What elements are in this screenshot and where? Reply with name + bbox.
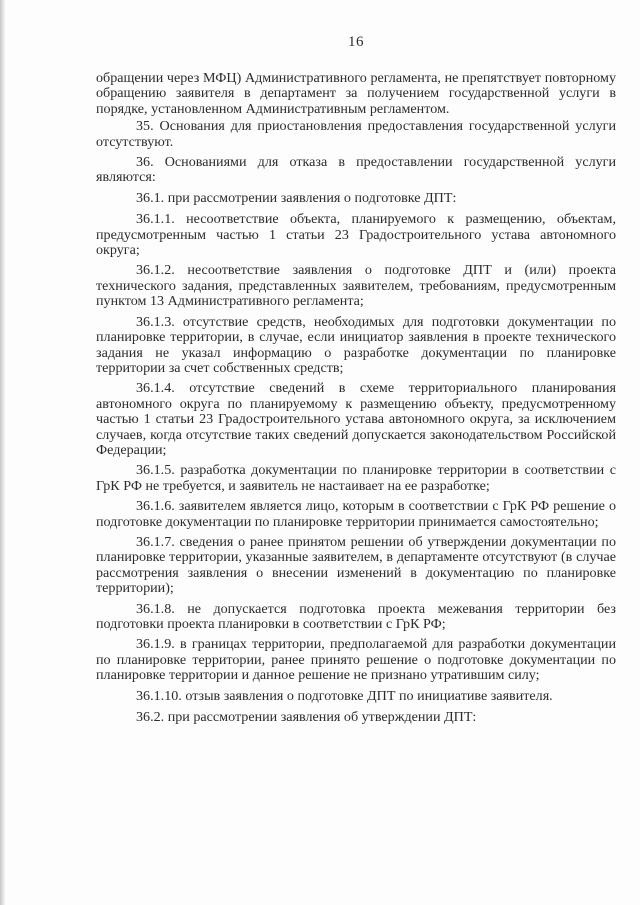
paragraph-35: 35. Основания для приостановления предоставления государственной услуги отсутствуют. bbox=[96, 118, 616, 150]
scan-edge bbox=[0, 0, 5, 905]
paragraph-36-1-9: 36.1.9. в границах территории, предполагаемой для разработки документации по планировке территории, ранее принято решение о подготовке документации по планировке территории и данное решение не признано утратившим силу; bbox=[96, 636, 616, 684]
paragraph-36-1: 36.1. при рассмотрении заявления о подготовке ДПТ: bbox=[136, 189, 457, 206]
document-page bbox=[96, 34, 616, 731]
paragraph-36-1-7: 36.1.7. сведения о ранее принятом решении об утверждении документации по планировке территории, указанные заявителем, в департаменте отсутствуют (в случае рассмотрения заявления о внесении изменений в документацию по планировке территории); bbox=[96, 533, 616, 597]
paragraph-continuation: обращении через МФЦ) Административного регламента, не препятствует повторному обращению заявителя в департамент за получением государственной услуги в порядке, установленном Административным регламентом. bbox=[96, 70, 616, 117]
paragraph-36-1-6: 36.1.6. заявителем является лицо, которым в соответствии с ГрК РФ решение о подготовке документации по планировке территории принимается самостоятельно; bbox=[96, 498, 616, 530]
paragraph-36-1-5: 36.1.5. разработка документации по планировке территории в соответствии с ГрК РФ не требуется, и заявитель не настаивает на ее разработке; bbox=[96, 462, 616, 494]
page-number: 16 bbox=[348, 34, 364, 50]
paragraph-36-1-1: 36.1.1. несоответствие объекта, планируемого к размещению, объектам, предусмотренным частью 1 статьи 23 Градостроительного устава автономного округа; bbox=[96, 211, 616, 259]
paragraph-36-1-3: 36.1.3. отсутствие средств, необходимых для подготовки документации по планировке территории, в случае, если инициатор заявления в проекте технического задания не указал информацию о разработке документации по планировке территории за счет собственных средств; bbox=[96, 313, 616, 376]
paragraph-36-2: 36.2. при рассмотрении заявления об утверждении ДПТ: bbox=[136, 709, 477, 726]
paragraph-36-1-2: 36.1.2. несоответствие заявления о подготовке ДПТ и (или) проекта технического задания, представленных заявителем, требованиям, предусмотренным пунктом 13 Административного регламента; bbox=[96, 262, 616, 310]
paragraph-36-1-8: 36.1.8. не допускается подготовка проекта межевания территории без подготовки проекта планировки в соответствии с ГрК РФ; bbox=[96, 600, 616, 632]
paragraph-36-1-10: 36.1.10. отзыв заявления о подготовке ДПТ по инициативе заявителя. bbox=[136, 687, 553, 704]
paragraph-36: 36. Основаниями для отказа в предоставлении государственной услуги являются: bbox=[96, 154, 616, 186]
paragraph-36-1-4: 36.1.4. отсутствие сведений в схеме территориального планирования автономного округа по планируемому к размещению объекту, предусмотренному частью 1 статьи 23 Градостроительного устава автономного округа, за исключением случаев, когда отсутствие таких сведений допускается законодательством Российской Федерации; bbox=[96, 380, 616, 458]
